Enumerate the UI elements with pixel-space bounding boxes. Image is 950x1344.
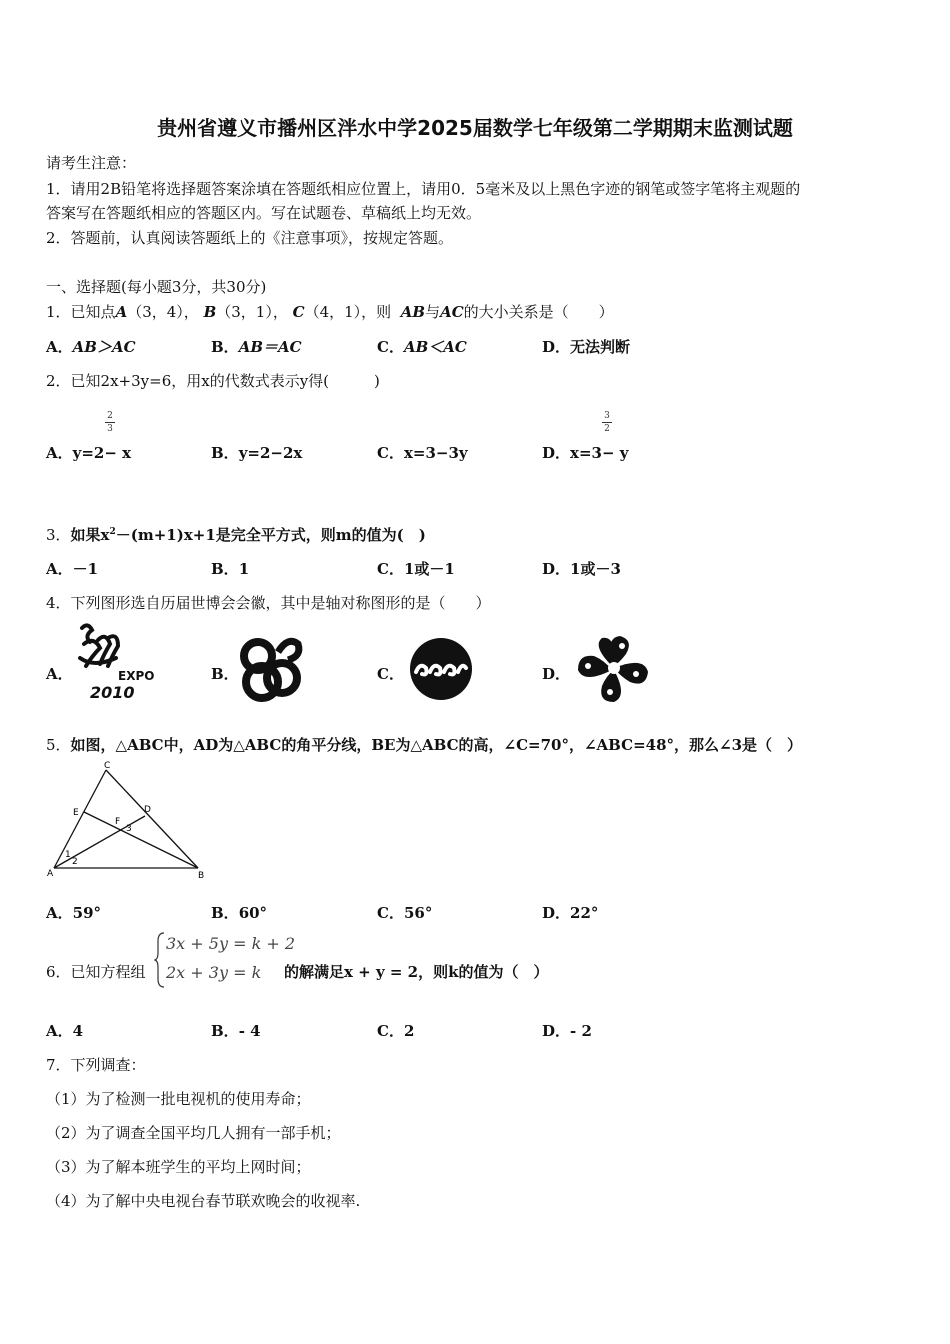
q6-option-a[interactable] (46, 1020, 83, 1041)
option-label: D． (542, 444, 571, 462)
q6-option-d[interactable] (542, 1020, 592, 1041)
option-label: C． (377, 904, 404, 922)
q2-option-a[interactable] (46, 442, 131, 463)
q1-ac: AC (440, 303, 464, 321)
notice-line-1: 1．请用2B铅笔将选择题答案涂填在答题纸相应位置上，请用0．5毫米及以上黑色字迹的钢笔或签字笔将主观题的 (46, 180, 801, 198)
question-5 (46, 734, 802, 755)
q1-option-a[interactable] (46, 336, 136, 357)
altitude-be (84, 812, 198, 868)
question-number: 2． (46, 372, 71, 390)
q1-ab: AB (400, 303, 426, 321)
flower-logo-image[interactable] (574, 632, 654, 706)
label-angle-1: 1 (65, 850, 71, 860)
q1-b-coord: （3，1）， (216, 303, 288, 321)
q1-point-c: C (292, 303, 305, 321)
q6-pre: 已知方程组 (70, 963, 146, 981)
option-label: A． (46, 1022, 73, 1040)
q1-c-coord: （4，1），则 (304, 303, 392, 321)
q3-option-a[interactable] (46, 558, 98, 579)
option-text: x=3− y (570, 444, 629, 462)
survey-item: （1）为了检测一批电视机的使用寿命； (46, 1090, 311, 1108)
fraction-numerator: 2 (107, 411, 113, 421)
option-text: 1或－3 (570, 560, 621, 578)
option-text: 1或－1 (403, 560, 455, 578)
q5-option-c[interactable] (377, 902, 432, 923)
option-label: A． (46, 444, 73, 462)
option-text: 无法判断 (570, 338, 631, 356)
option-text: AB＞AC (72, 338, 136, 356)
question-4 (46, 592, 491, 613)
option-text: 60° (238, 904, 268, 922)
q1-option-b[interactable] (211, 336, 302, 357)
option-label: B． (211, 560, 239, 578)
logo-year-text: 2010 (90, 683, 135, 700)
system-equation-1: 3x + 5y = k + 2 (166, 934, 296, 953)
option-text: 1 (238, 560, 250, 578)
q2-option-c[interactable] (377, 442, 468, 463)
option-text: - 2 (570, 1022, 592, 1040)
question-text: 如图，△ABC中，AD为△ABC的角平分线，BE为△ABC的高，∠C=70°，∠ABC=48°，那么∠3是（ ） (70, 736, 803, 754)
q1-post: 的大小关系是（ ） (463, 303, 614, 321)
option-label: D． (542, 1022, 571, 1040)
system-brace-icon (154, 931, 166, 989)
q3-option-b[interactable] (211, 558, 249, 579)
label-a: A (47, 869, 54, 879)
fraction-denominator: 2 (604, 424, 610, 434)
option-text: 22° (570, 904, 599, 922)
q2-d-fraction (602, 411, 612, 434)
option-label: B． (211, 338, 239, 356)
label-angle-3: 3 (126, 824, 132, 834)
option-label: D． (542, 904, 571, 922)
q6-option-c[interactable] (377, 1020, 414, 1041)
option-text: y=2− x (72, 444, 132, 462)
q1-yu: 与 (425, 303, 441, 321)
q1-point-b: B (203, 303, 217, 321)
option-label: C． (377, 1022, 404, 1040)
q1-pre: 已知点 (70, 303, 116, 321)
option-label: A． (46, 560, 73, 578)
label-angle-2: 2 (72, 857, 78, 867)
notice-line-3: 2．答题前，认真阅读答题纸上的《注意事项》，按规定答题。 (46, 229, 454, 247)
question-7 (46, 1054, 146, 1075)
fraction-denominator: 3 (107, 424, 113, 434)
label-b: B (198, 871, 205, 881)
q2-option-d[interactable] (542, 442, 628, 463)
option-text: 56° (403, 904, 433, 922)
q3-option-c[interactable] (377, 558, 455, 579)
waves-circle-logo-image[interactable] (408, 636, 474, 702)
q4-option-c[interactable]: C． (377, 665, 404, 683)
option-label: C． (377, 338, 404, 356)
page-title: 贵州省遵义市播州区泮水中学2025届数学七年级第二学期期末监测试题 (157, 116, 793, 140)
question-3 (46, 524, 426, 545)
option-text: 59° (72, 904, 102, 922)
option-text: 2 (403, 1022, 415, 1040)
label-c: C (104, 761, 111, 771)
label-e: E (73, 808, 79, 818)
survey-item: （4）为了解中央电视台春节联欢晚会的收视率. (46, 1192, 361, 1210)
option-label: B． (211, 904, 239, 922)
option-label: B． (211, 1022, 239, 1040)
question-text: 下列图形选自历届世博会会徽，其中是轴对称图形的是（ ） (70, 594, 491, 612)
question-1 (46, 301, 614, 322)
q3-post: －(m+1)x+1是完全平方式，则m的值为( ) (115, 526, 426, 544)
survey-item: （3）为了解本班学生的平均上网时间； (46, 1158, 311, 1176)
q2-a-fraction (105, 411, 115, 434)
question-6-prefix (46, 961, 146, 982)
question-number: 6． (46, 963, 71, 981)
option-text: AB＜AC (403, 338, 467, 356)
option-text: y=2−2x (238, 444, 303, 462)
q4-option-a[interactable]: A． (46, 665, 73, 683)
q5-option-b[interactable] (211, 902, 267, 923)
q6-option-b[interactable] (211, 1020, 261, 1041)
option-text: 4 (72, 1022, 84, 1040)
q1-option-d[interactable] (542, 336, 630, 357)
q3-pre: 如果x (70, 526, 110, 544)
q1-point-a: A (115, 303, 128, 321)
logo-expo-text: EXPO (118, 669, 154, 683)
fraction-numerator: 3 (604, 411, 610, 421)
notice-heading: 请考生注意： (46, 154, 137, 172)
triangle-figure (40, 760, 215, 885)
option-label: D． (542, 560, 571, 578)
option-label: A． (46, 904, 73, 922)
section-heading: 一、选择题(每小题3分，共30分) (46, 278, 267, 296)
survey-item: （2）为了调查全国平均几人拥有一部手机； (46, 1124, 341, 1142)
q1-option-c[interactable] (377, 336, 467, 357)
option-label: B． (211, 444, 239, 462)
question-text: 已知2x+3y=6，用x的代数式表示y得( ) (70, 372, 380, 390)
option-text: - 4 (238, 1022, 261, 1040)
q4-option-d[interactable]: D． (542, 665, 571, 683)
q1-a-coord: （3，4）， (127, 303, 199, 321)
question-number: 1． (46, 303, 71, 321)
question-number: 7． (46, 1056, 71, 1074)
q3-exponent: 2 (109, 527, 116, 537)
question-6-suffix: 的解满足x + y = 2，则k的值为（ ） (284, 963, 549, 981)
q5-option-a[interactable] (46, 902, 101, 923)
label-f: F (115, 817, 121, 827)
question-number: 4． (46, 594, 71, 612)
notice-line-2: 答案写在答题纸相应的答题区内。写在试题卷、草稿纸上均无效。 (46, 204, 482, 222)
linked-rings-logo-image[interactable] (238, 634, 308, 704)
option-text: AB＝AC (238, 338, 302, 356)
label-d: D (144, 805, 151, 815)
q2-option-b[interactable] (211, 442, 302, 463)
option-label: C． (377, 560, 404, 578)
q5-option-d[interactable] (542, 902, 598, 923)
q4-option-b[interactable]: B． (211, 665, 239, 683)
question-text: 下列调查： (70, 1056, 146, 1074)
option-label: D． (542, 338, 571, 356)
option-text: x=3−3y (403, 444, 468, 462)
option-text: －1 (72, 560, 99, 578)
option-label: C． (377, 444, 404, 462)
expo-2010-logo-image[interactable] (74, 622, 154, 700)
question-number: 3． (46, 526, 71, 544)
q3-option-d[interactable] (542, 558, 621, 579)
question-2 (46, 370, 380, 391)
system-equation-2: 2x + 3y = k (166, 963, 262, 982)
option-label: A． (46, 338, 73, 356)
question-number: 5． (46, 736, 71, 754)
